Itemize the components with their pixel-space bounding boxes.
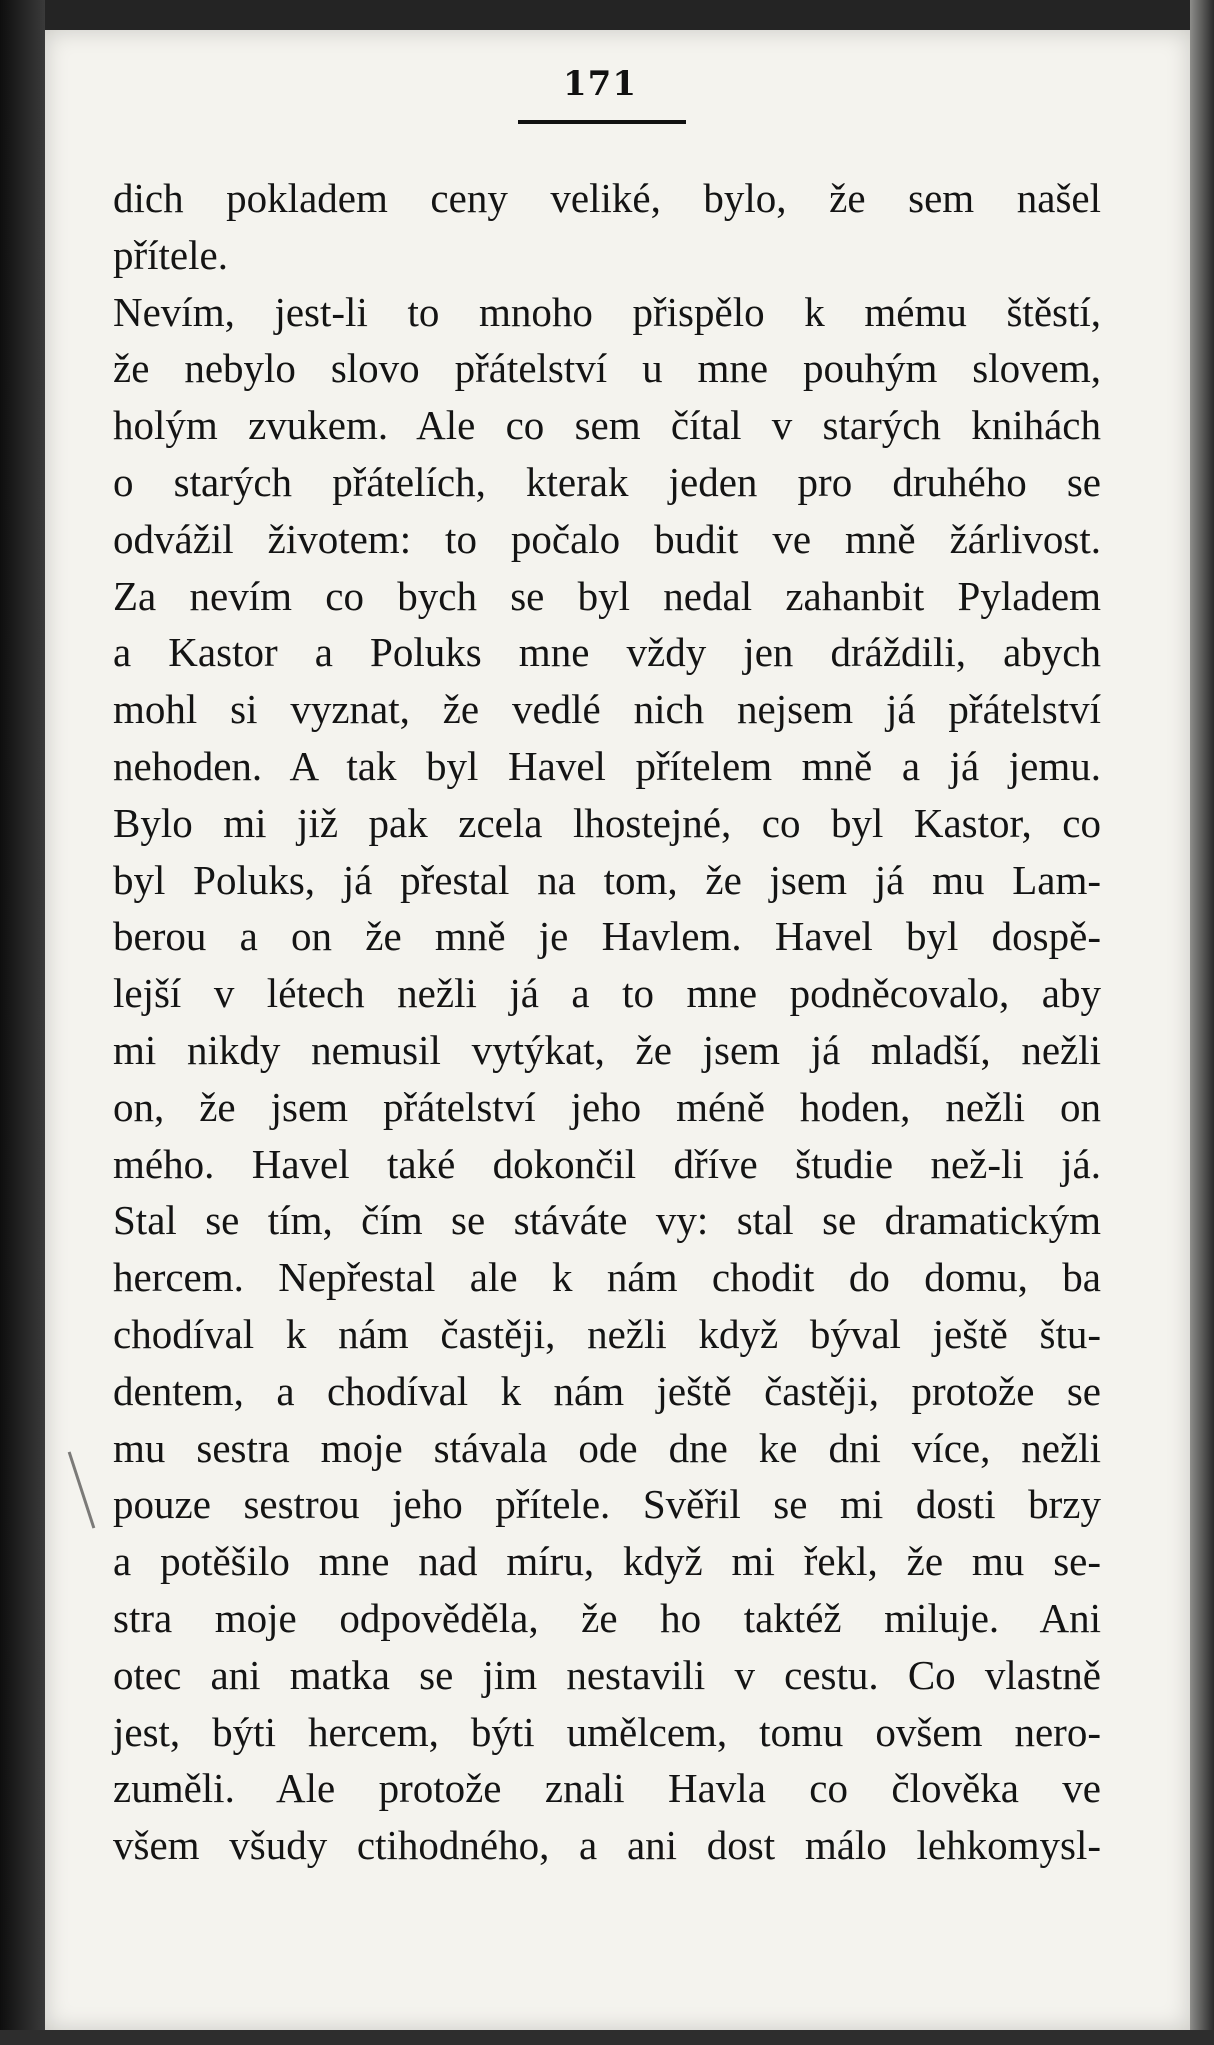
text-line: mého. Havel také dokončil dříve študie než-li já.	[113, 1140, 1101, 1187]
text-line: Stal se tím, čím se stáváte vy: stal se dramatickým	[113, 1197, 1101, 1244]
text-line: pouze sestrou jeho přítele. Svěřil se mi dosti brzy	[113, 1481, 1101, 1528]
text-line: holým zvukem. Ale co sem čítal v starých knihách	[113, 402, 1101, 449]
text-line: Za nevím co bych se byl nedal zahanbit Pyladem	[113, 572, 1101, 619]
scan-right-border	[1190, 0, 1214, 2045]
page-number: 171	[563, 64, 637, 104]
text-line: hercem. Nepřestal ale k nám chodit do domu, ba	[113, 1254, 1101, 1301]
text-line: stra moje odpověděla, že ho taktéž miluje. Ani	[113, 1594, 1101, 1641]
text-line: a potěšilo mne nad míru, když mi řekl, že mu se-	[113, 1538, 1101, 1585]
text-line: lejší v létech nežli já a to mne podněcovalo, aby	[113, 970, 1101, 1017]
text-line: odvážil životem: to počalo budit ve mně žárlivost.	[113, 515, 1101, 562]
text-line: dentem, a chodíval k nám ještě častěji, protože se	[113, 1367, 1101, 1414]
text-line: mi nikdy nemusil vytýkat, že jsem já mladší, nežli	[113, 1026, 1101, 1073]
text-line: nehoden. A tak byl Havel přítelem mně a já jemu.	[113, 742, 1101, 789]
text-line: jest, býti hercem, býti umělcem, tomu ovšem nero-	[113, 1708, 1101, 1755]
scan-top-border	[0, 0, 1214, 30]
scan-left-border	[0, 0, 45, 2045]
text-line: že nebylo slovo přátelství u mne pouhým slovem,	[113, 345, 1101, 392]
text-line: berou a on že mně je Havlem. Havel byl dospě-	[113, 913, 1101, 960]
text-line: všem všudy ctihodného, a ani dost málo lehkomysl-	[113, 1822, 1101, 1869]
text-line: chodíval k nám častěji, nežli když býval ještě štu-	[113, 1310, 1101, 1357]
text-line: on, že jsem přátelství jeho méně hoden, nežli on	[113, 1083, 1101, 1130]
body-text	[113, 170, 1101, 1874]
text-line: a Kastor a Poluks mne vždy jen dráždili, abych	[113, 629, 1101, 676]
text-line: přítele.	[113, 231, 228, 278]
text-line: o starých přátelích, kterak jeden pro druhého se	[113, 458, 1101, 505]
text-line: mohl si vyznat, že vedlé nich nejsem já přátelství	[113, 686, 1101, 733]
text-line: zuměli. Ale protože znali Havla co člověka ve	[113, 1765, 1101, 1812]
text-line: otec ani matka se jim nestavili v cestu. Co vlastně	[113, 1651, 1101, 1698]
text-line: dich pokladem ceny veliké, bylo, že sem našel	[113, 175, 1101, 221]
text-line: mu sestra moje stávala ode dne ke dni více, nežli	[113, 1424, 1101, 1471]
text-line: Bylo mi již pak zcela lhostejné, co byl Kastor, co	[113, 799, 1101, 846]
page-number-rule	[518, 120, 686, 124]
scan-bottom-border	[0, 2030, 1214, 2045]
text-line: byl Poluks, já přestal na tom, že jsem já mu Lam-	[113, 856, 1101, 903]
text-line: Nevím, jest-li to mnoho přispělo k mému štěstí,	[113, 288, 1101, 335]
